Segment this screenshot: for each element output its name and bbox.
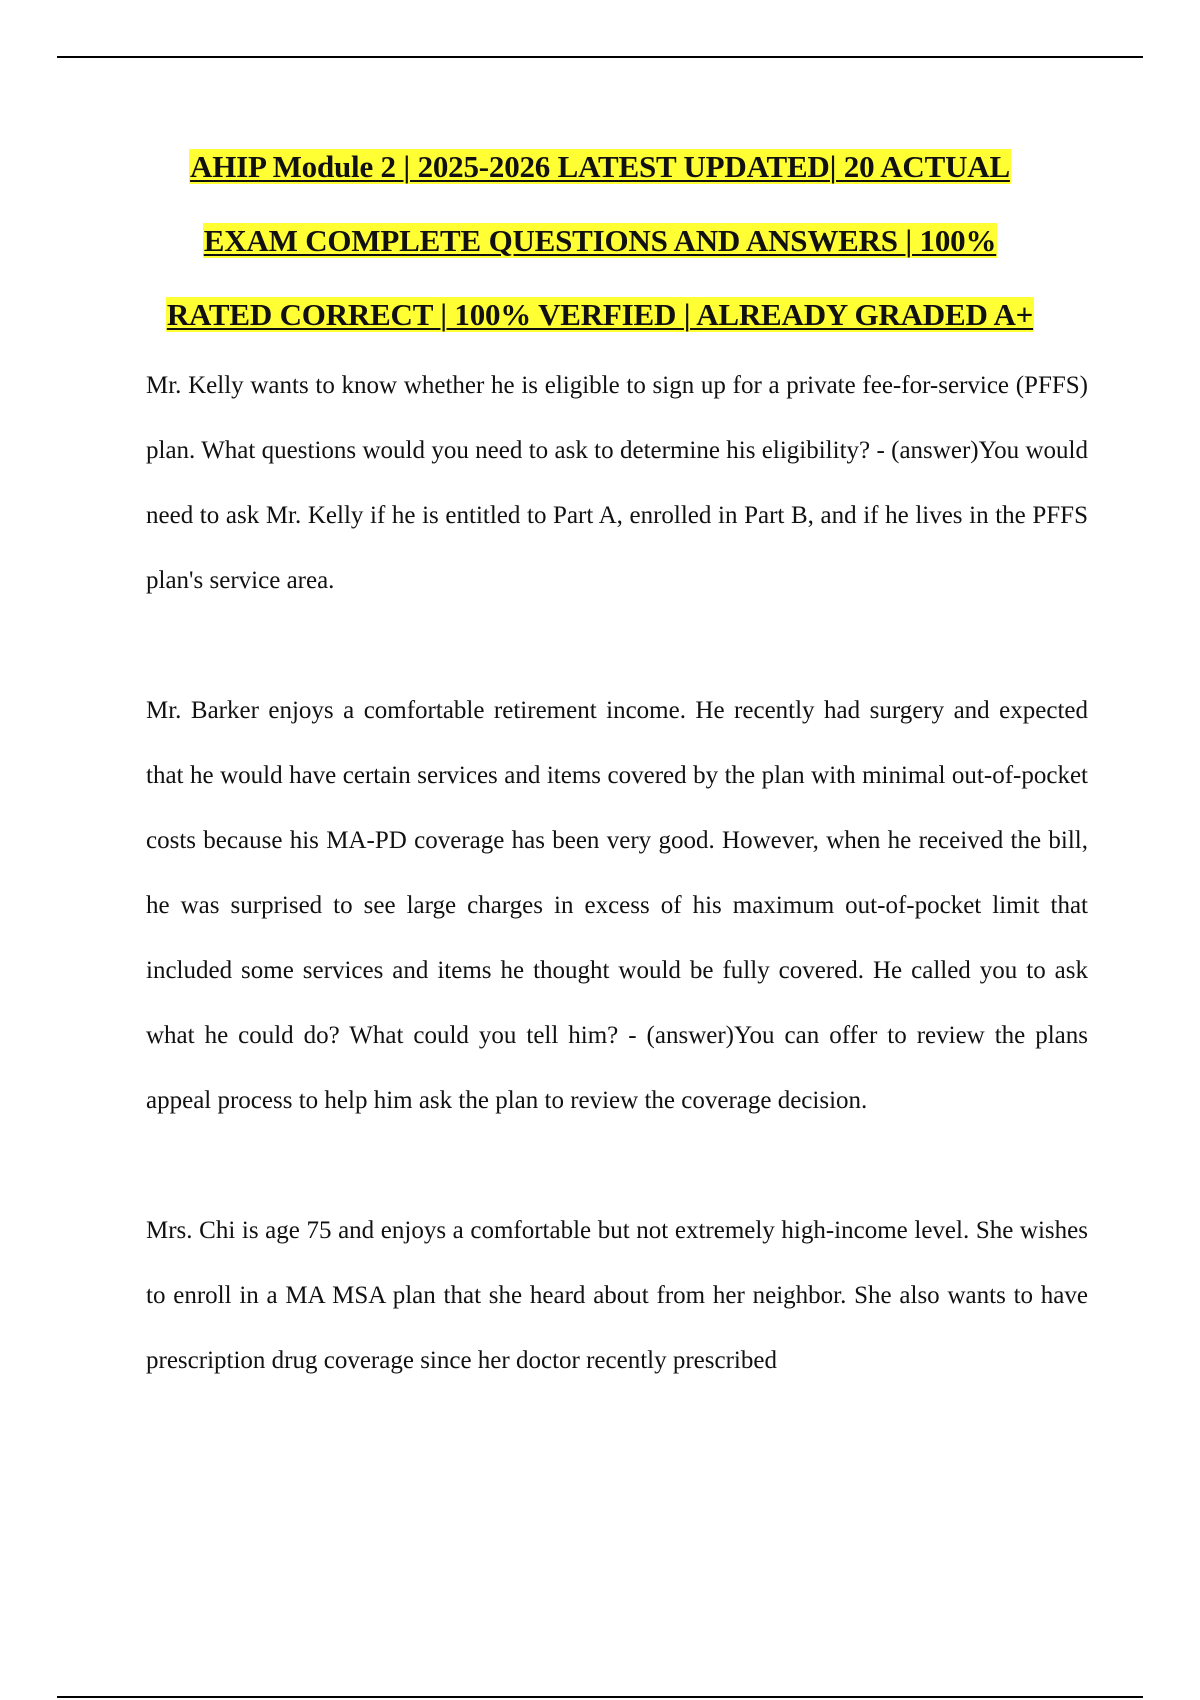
qa-item-barker: Mr. Barker enjoys a comfortable retirement income. He recently had surgery and expected that he would have certain services and items covered by the plan with minimal out-of-pocket costs because his MA-PD coverage has been very good. However, when he received the bill, he was surprised to see large charges in excess of his maximum out-of-pocket limit that included some services and items he thought would be fully covered. He called you to ask what he could do? What could you tell him? - (answer)You can offer to review the plans appeal process to help him ask the plan to review the coverage decision.	[146, 697, 1088, 1114]
document-title	[60, 130, 1140, 352]
title-line-2	[60, 204, 1140, 278]
title-line-1	[60, 130, 1140, 204]
title-line-2-text: EXAM COMPLETE QUESTIONS AND ANSWERS | 100%	[203, 223, 997, 258]
qa-item-kelly: Mr. Kelly wants to know whether he is eligible to sign up for a private fee-for-service (PFFS) plan. What questions would you need to ask to determine his eligibility? - (answer)You would need to ask Mr. Kelly if he is entitled to Part A, enrolled in Part B, and if he lives in the PFFS plan's service area.	[146, 372, 1088, 594]
document-body	[146, 353, 1088, 1458]
title-line-3	[60, 278, 1140, 352]
title-line-3-text: RATED CORRECT | 100% VERFIED | ALREADY GRADED A+	[166, 297, 1034, 332]
bottom-rule	[57, 1696, 1143, 1698]
qa-item-chi: Mrs. Chi is age 75 and enjoys a comfortable but not extremely high-income level. She wishes to enroll in a MA MSA plan that she heard about from her neighbor. She also wants to have prescription drug coverage since her doctor recently prescribed	[146, 1217, 1088, 1374]
top-rule	[57, 56, 1143, 58]
title-line-1-text: AHIP Module 2 | 2025-2026 LATEST UPDATED| 20 ACTUAL	[190, 149, 1010, 184]
